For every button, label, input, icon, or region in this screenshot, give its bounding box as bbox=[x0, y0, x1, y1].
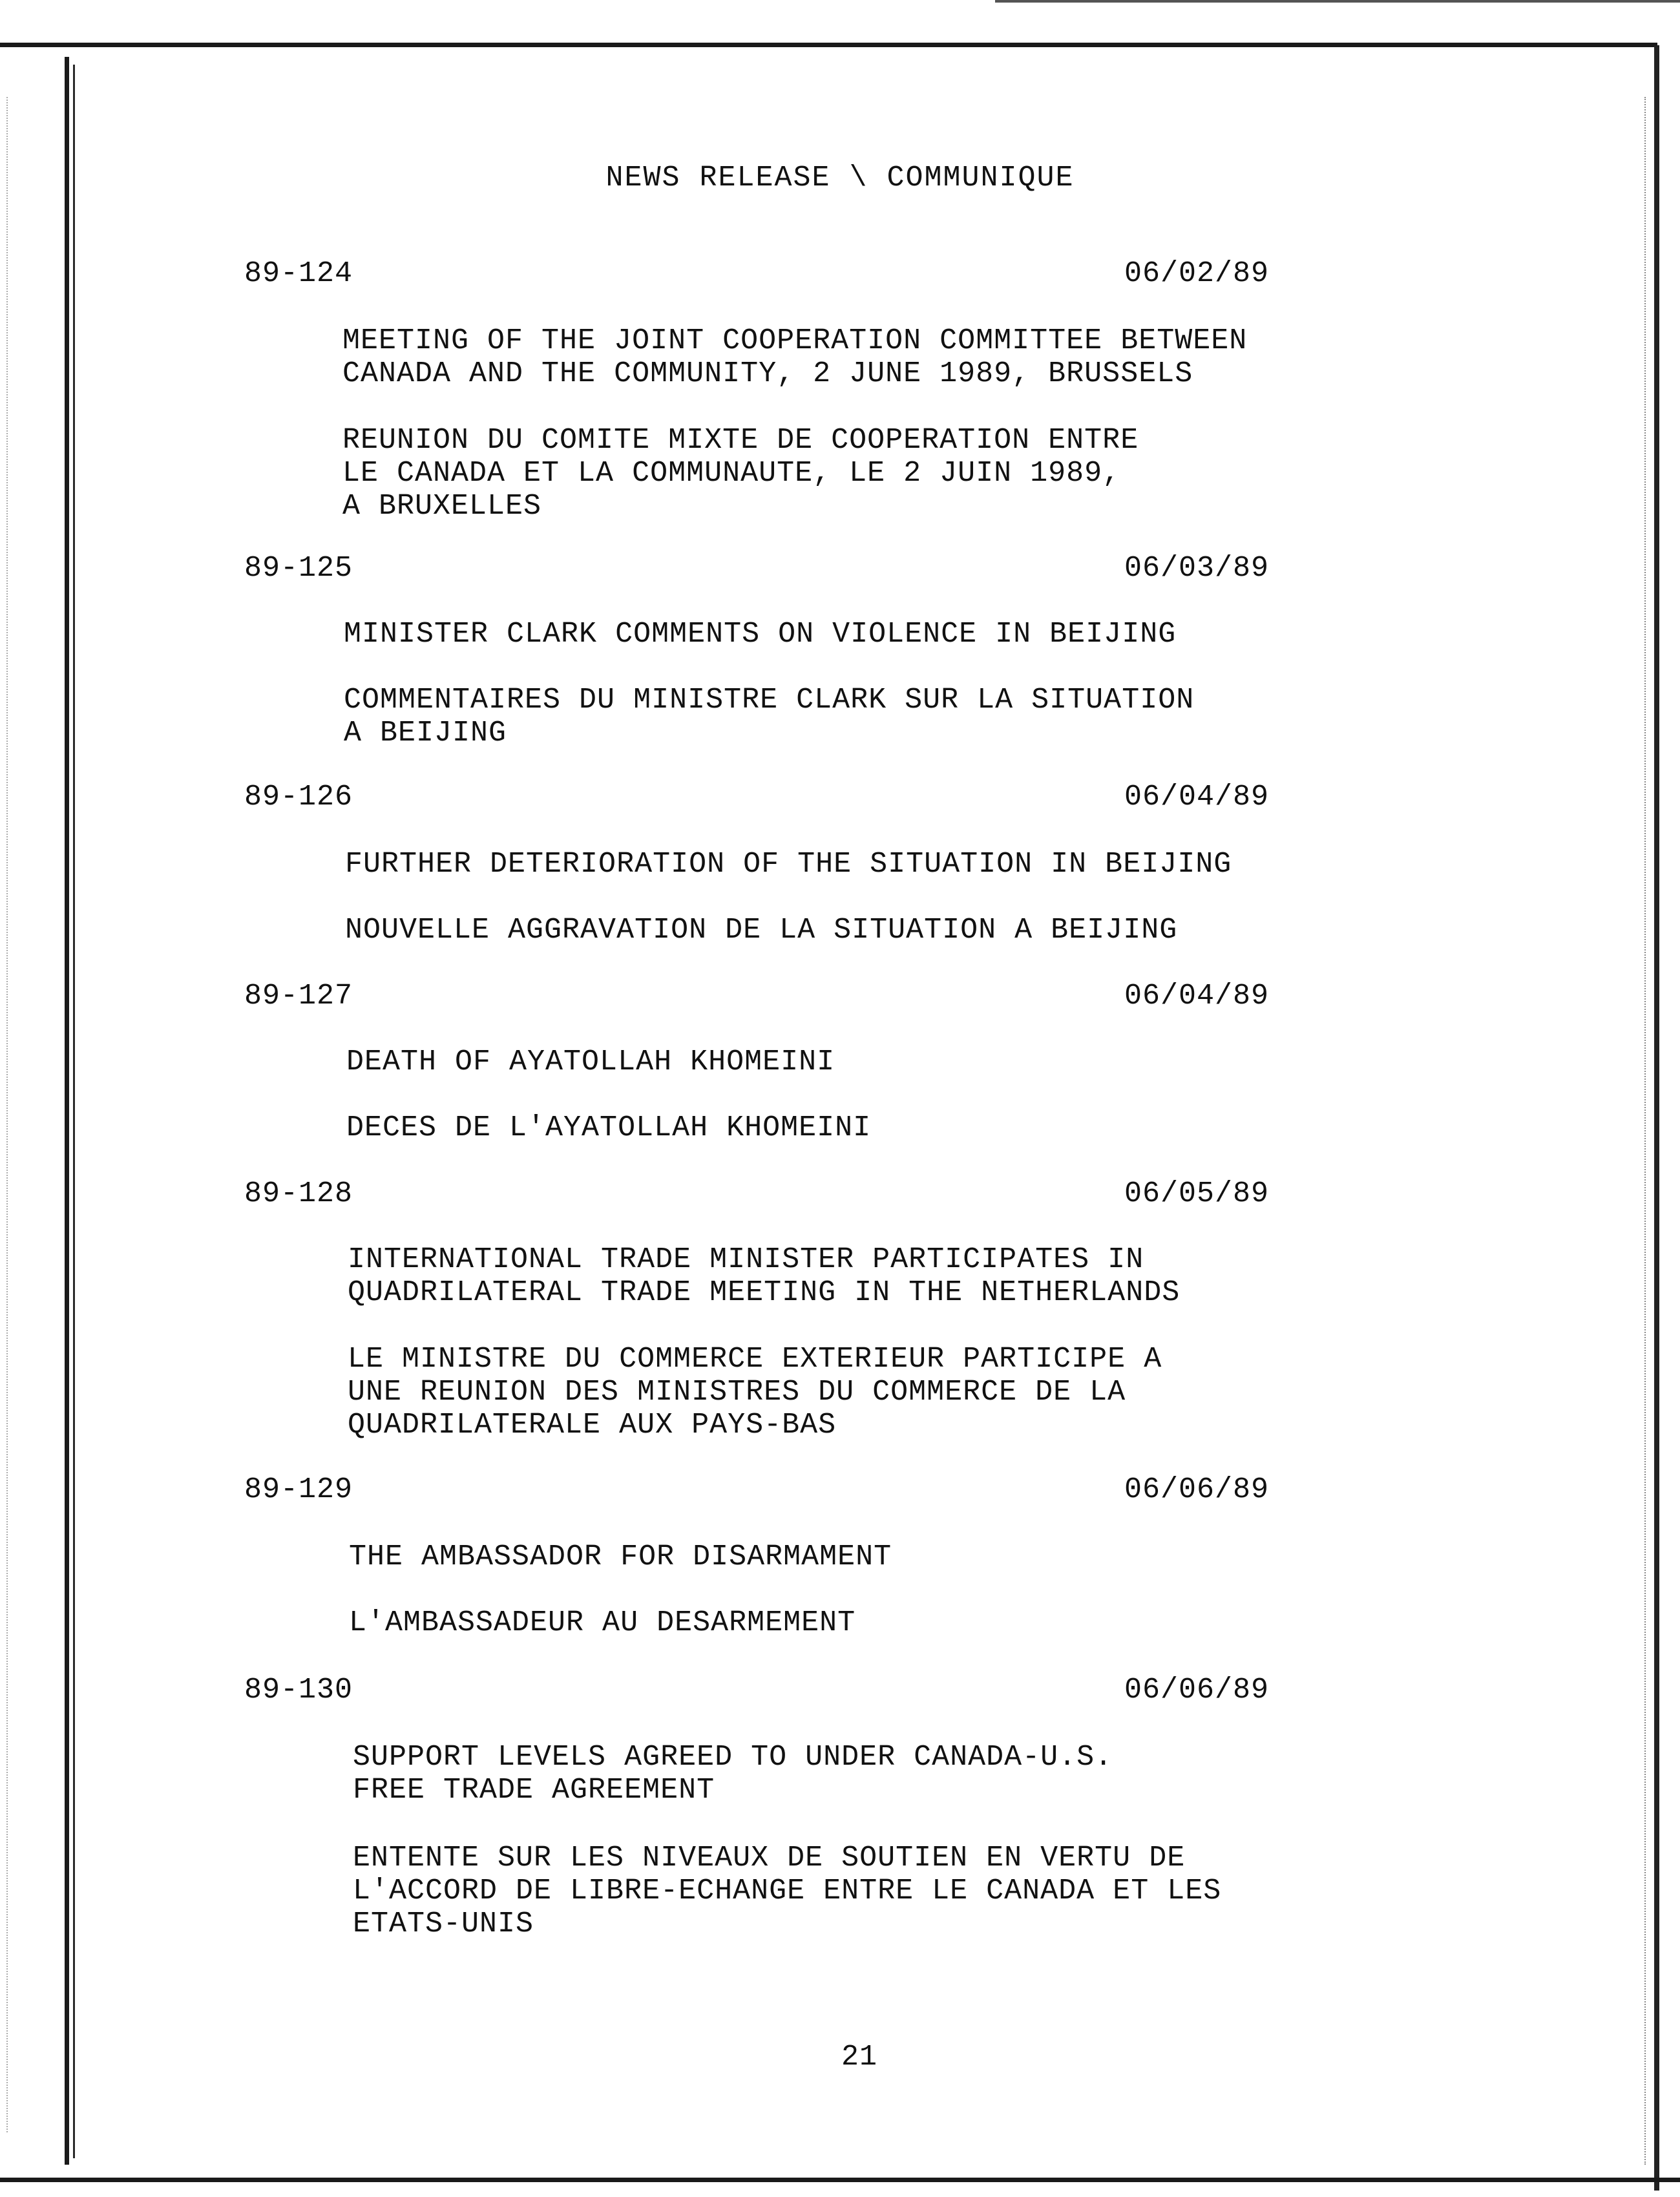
release-title-fr: LE MINISTRE DU COMMERCE EXTERIEUR PARTICIPE A bbox=[348, 1343, 1162, 1376]
release-title-en: FURTHER DETERIORATION OF THE SITUATION IN BEIJING bbox=[345, 848, 1232, 881]
release-title-fr: REUNION DU COMITE MIXTE DE COOPERATION ENTRE bbox=[342, 424, 1139, 457]
release-date: 06/06/89 bbox=[1124, 1674, 1270, 1707]
page-number: 21 bbox=[841, 2041, 877, 2074]
release-title-en: QUADRILATERAL TRADE MEETING IN THE NETHERLANDS bbox=[348, 1276, 1181, 1309]
release-title-fr: L'AMBASSADEUR AU DESARMEMENT bbox=[349, 1606, 856, 1639]
release-title-en: DEATH OF AYATOLLAH KHOMEINI bbox=[346, 1046, 835, 1078]
release-date: 06/06/89 bbox=[1124, 1473, 1270, 1506]
release-title-fr: ENTENTE SUR LES NIVEAUX DE SOUTIEN EN VERTU DE bbox=[353, 1842, 1186, 1875]
release-title-fr: DECES DE L'AYATOLLAH KHOMEINI bbox=[346, 1111, 872, 1144]
release-title-en: MINISTER CLARK COMMENTS ON VIOLENCE IN BEIJING bbox=[344, 618, 1177, 651]
release-date: 06/02/89 bbox=[1124, 257, 1270, 290]
page-border-left-inner bbox=[73, 65, 75, 2158]
release-date: 06/05/89 bbox=[1124, 1177, 1270, 1210]
release-title-fr: A BEIJING bbox=[344, 717, 507, 750]
release-number: 89-130 bbox=[244, 1674, 353, 1707]
scan-edge-top bbox=[995, 0, 1680, 3]
page-border-top bbox=[0, 43, 1657, 47]
scan-edge-left bbox=[6, 97, 8, 2132]
release-number: 89-128 bbox=[244, 1177, 353, 1210]
release-title-fr: UNE REUNION DES MINISTRES DU COMMERCE DE LA bbox=[348, 1376, 1126, 1409]
release-title-fr: ETATS-UNIS bbox=[353, 1908, 534, 1940]
release-title-en: SUPPORT LEVELS AGREED TO UNDER CANADA-U.S. bbox=[353, 1741, 1113, 1774]
release-title-en: FREE TRADE AGREEMENT bbox=[353, 1774, 715, 1807]
scan-edge-right bbox=[1644, 97, 1646, 2165]
page-border-left bbox=[65, 57, 69, 2165]
release-number: 89-126 bbox=[244, 781, 353, 814]
release-date: 06/04/89 bbox=[1124, 781, 1270, 814]
release-title-fr: L'ACCORD DE LIBRE-ECHANGE ENTRE LE CANADA ET LES bbox=[353, 1875, 1222, 1908]
release-title-fr: NOUVELLE AGGRAVATION DE LA SITUATION A BEIJING bbox=[345, 914, 1178, 947]
release-title-fr: LE CANADA ET LA COMMUNAUTE, LE 2 JUIN 1989, bbox=[342, 457, 1121, 490]
release-title-en: THE AMBASSADOR FOR DISARMAMENT bbox=[349, 1540, 892, 1573]
release-date: 06/04/89 bbox=[1124, 980, 1270, 1013]
release-number: 89-124 bbox=[244, 257, 353, 290]
release-title-fr: QUADRILATERALE AUX PAYS-BAS bbox=[348, 1409, 837, 1442]
page-border-bottom bbox=[0, 2178, 1680, 2182]
release-number: 89-129 bbox=[244, 1473, 353, 1506]
release-date: 06/03/89 bbox=[1124, 552, 1270, 585]
release-title-fr: COMMENTAIRES DU MINISTRE CLARK SUR LA SITUATION bbox=[344, 684, 1195, 717]
release-title-en: CANADA AND THE COMMUNITY, 2 JUNE 1989, BRUSSELS bbox=[342, 357, 1193, 390]
release-title-en: MEETING OF THE JOINT COOPERATION COMMITTEE BETWEEN bbox=[342, 324, 1248, 357]
release-title-fr: A BRUXELLES bbox=[342, 490, 542, 523]
page-border-right bbox=[1654, 45, 1659, 2191]
release-number: 89-127 bbox=[244, 980, 353, 1013]
release-title-en: INTERNATIONAL TRADE MINISTER PARTICIPATES IN bbox=[348, 1243, 1144, 1276]
page-title: NEWS RELEASE \ COMMUNIQUE bbox=[605, 162, 1075, 194]
release-number: 89-125 bbox=[244, 552, 353, 585]
